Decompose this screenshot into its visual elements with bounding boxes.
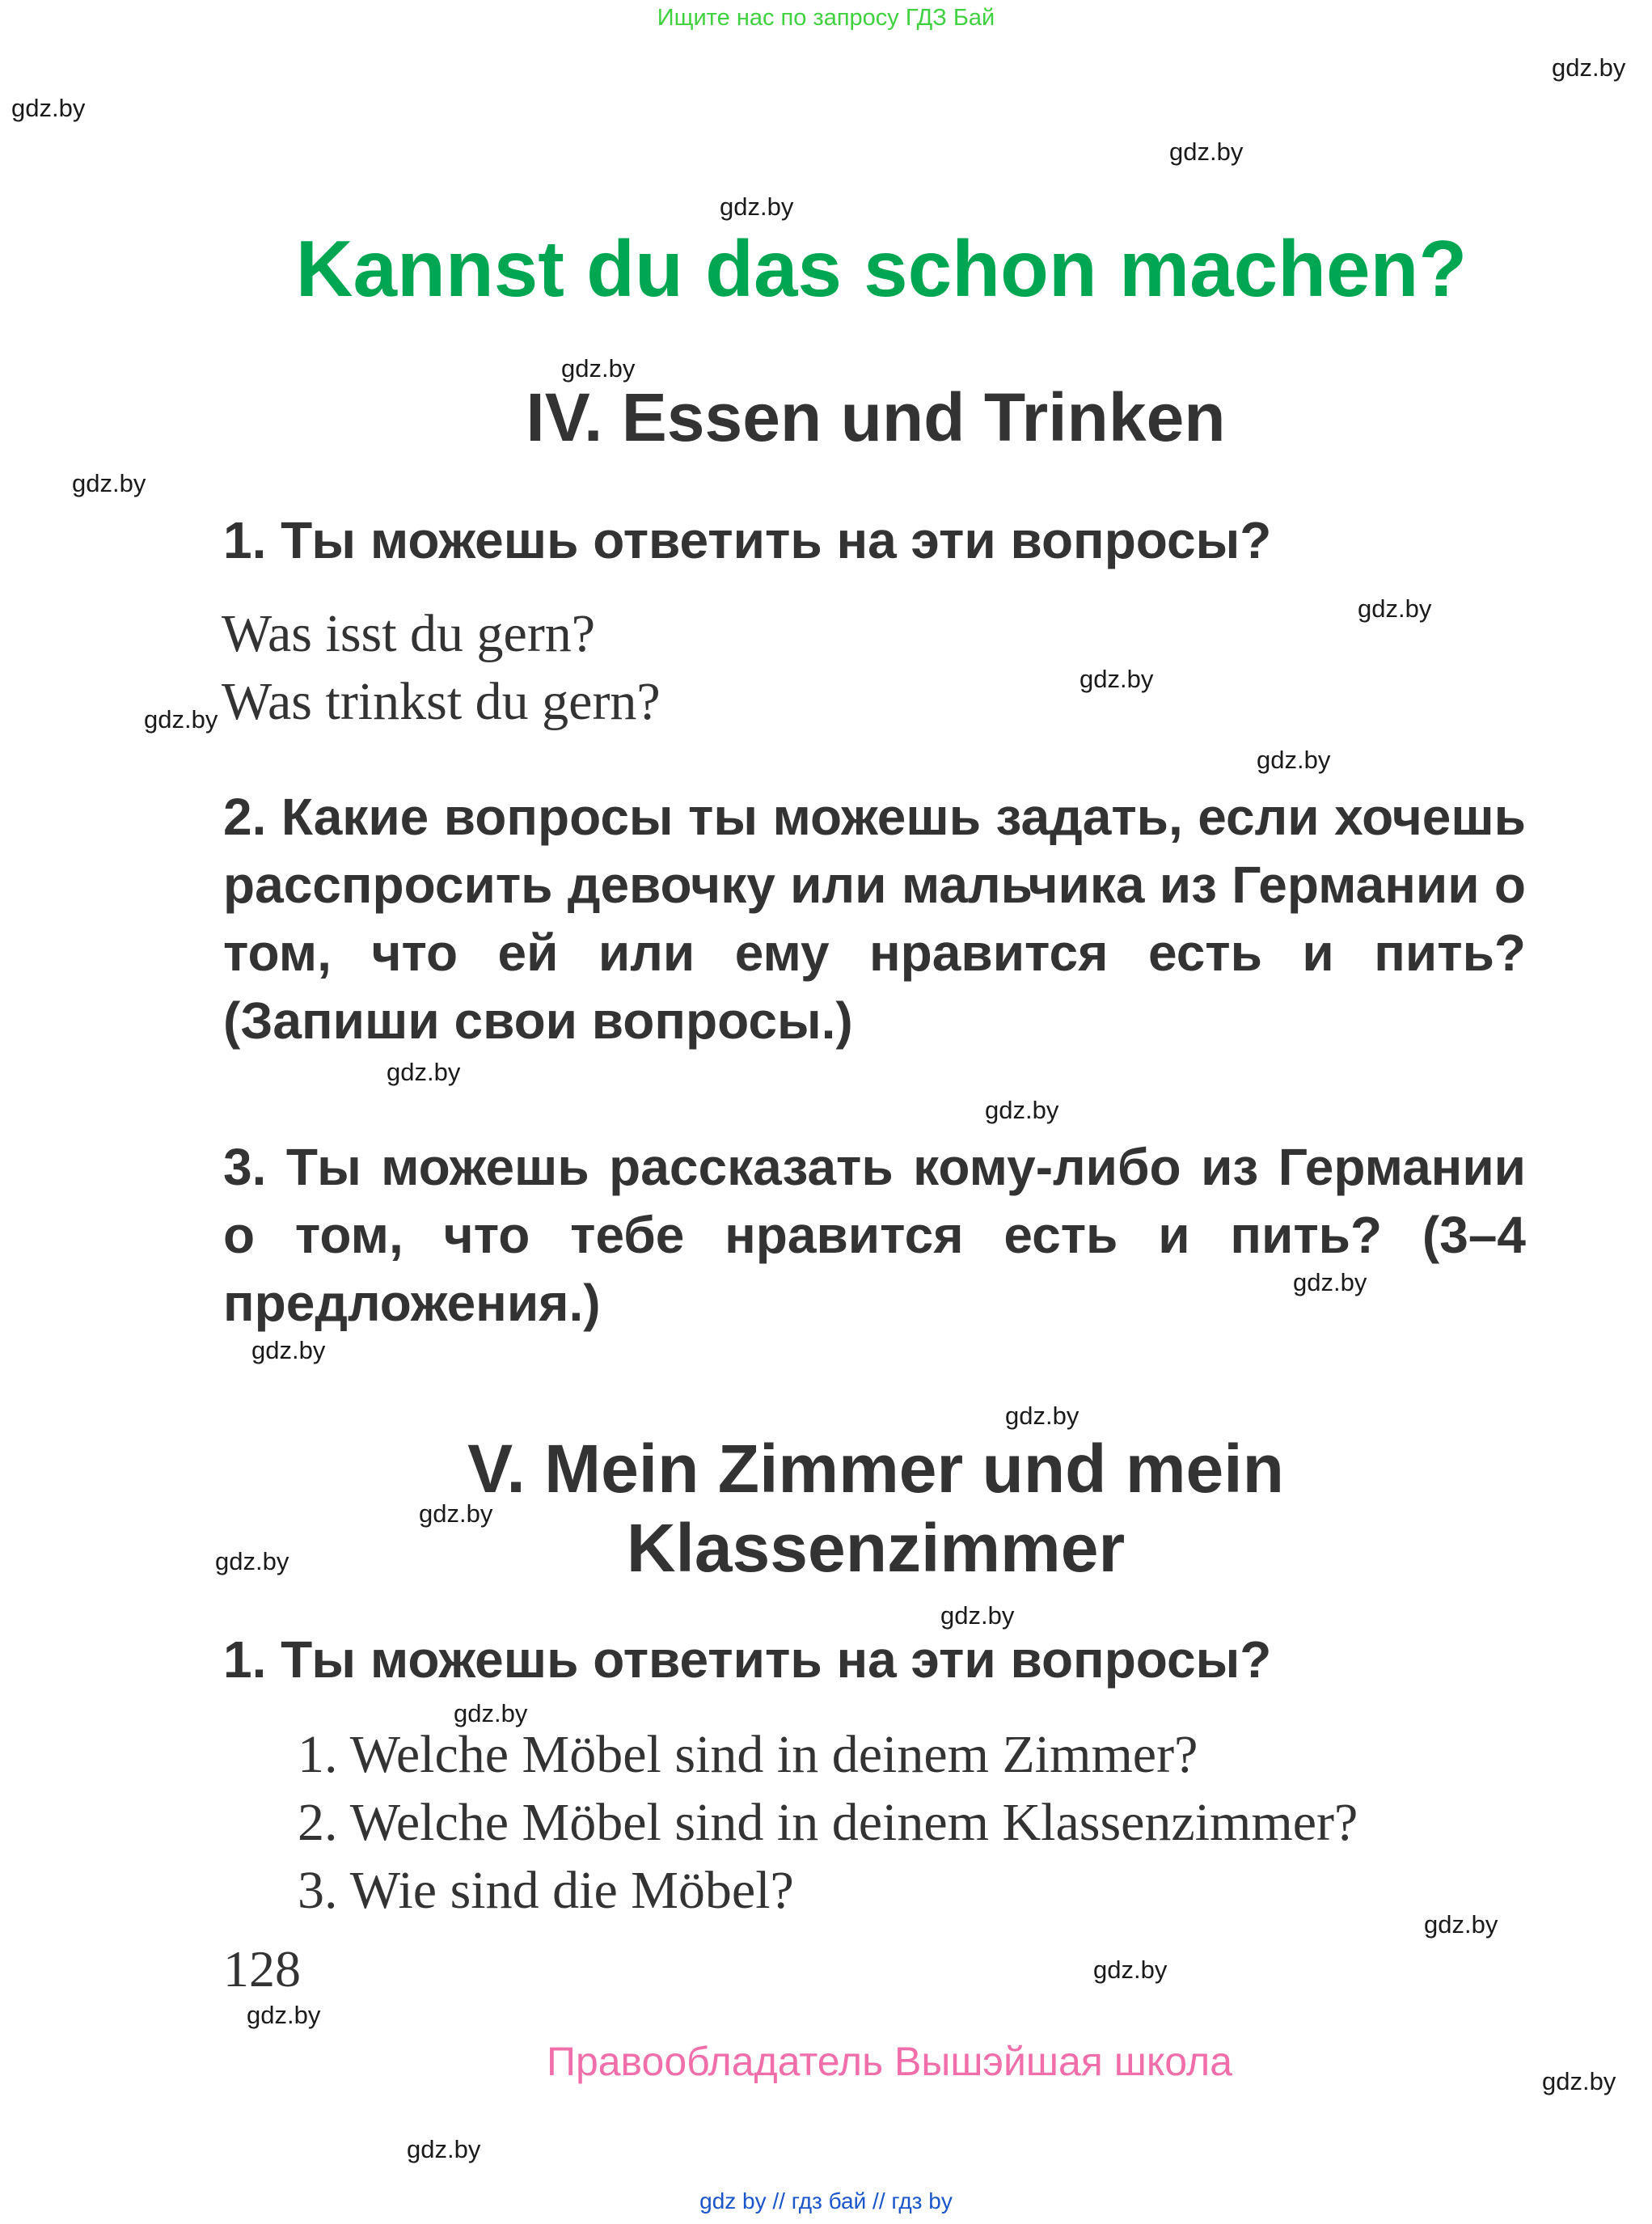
watermark: gdz.by [940, 1601, 1015, 1630]
watermark: gdz.by [215, 1547, 289, 1575]
question-what-eat: Was isst du gern? [222, 604, 596, 663]
watermark: gdz.by [1257, 746, 1331, 774]
question-list-item: 3. Wie sind die Möbel? [298, 1861, 794, 1920]
watermark: gdz.by [720, 192, 794, 221]
question-what-drink: Was trinkst du gern? [222, 672, 661, 731]
section-title-essen-und-trinken: IV. Essen und Trinken [526, 379, 1226, 455]
watermark: gdz.by [985, 1096, 1059, 1124]
watermark: gdz.by [1358, 594, 1432, 623]
watermark: gdz.by [1542, 2067, 1616, 2095]
task-2-text: 2. Какие вопросы ты можешь задать, если хочешь расспросить девочку или мальчика из Германии о том, что ей или ему нравится есть и пить? (Запиши свои вопросы.) [223, 788, 1526, 1050]
question-list-item: 1. Welche Möbel sind in deinem Zimmer? [298, 1725, 1198, 1784]
question-list-item: 2. Welche Möbel sind in deinem Klassenzimmer? [298, 1793, 1358, 1852]
watermark: gdz.by [1424, 1910, 1498, 1939]
footer-links[interactable]: gdz by // гдз бай // гдз by [699, 2188, 953, 2213]
watermark: gdz.by [1552, 53, 1626, 82]
task-1-heading-zimmer: 1. Ты можешь ответить на эти вопросы? [223, 1630, 1272, 1689]
main-title: Kannst du das schon machen? [295, 224, 1468, 313]
watermark: gdz.by [247, 2001, 321, 2029]
watermark: gdz.by [387, 1058, 461, 1086]
watermark: gdz.by [1005, 1402, 1080, 1430]
watermark: gdz.by [1080, 665, 1154, 693]
section-title-zimmer-line2: Klassenzimmer [626, 1510, 1126, 1586]
watermark: gdz.by [407, 2135, 481, 2163]
watermark: gdz.by [419, 1499, 493, 1528]
watermark: gdz.by [72, 469, 146, 497]
watermark: gdz.by [1169, 137, 1244, 166]
watermark: gdz.by [1093, 1956, 1168, 1984]
watermark: gdz.by [144, 705, 218, 734]
watermark: gdz.by [251, 1336, 326, 1364]
watermark: gdz.by [11, 94, 86, 122]
watermark: gdz.by [454, 1699, 528, 1727]
search-hint-banner: Ищите нас по запросу ГДЗ Бай [657, 5, 995, 31]
section-title-zimmer-line1: V. Mein Zimmer und mein [467, 1431, 1284, 1507]
rights-holder-notice: Правообладатель Вышэйшая школа [547, 2039, 1232, 2084]
task-3-text: 3. Ты можешь рассказать кому-либо из Германии о том, что тебе нравится есть и пить? (3–4 предложения.) [223, 1138, 1526, 1332]
watermark: gdz.by [1293, 1268, 1367, 1296]
page-number: 128 [223, 1940, 301, 1998]
watermark: gdz.by [561, 354, 636, 383]
task-1-heading: 1. Ты можешь ответить на эти вопросы? [223, 511, 1272, 569]
